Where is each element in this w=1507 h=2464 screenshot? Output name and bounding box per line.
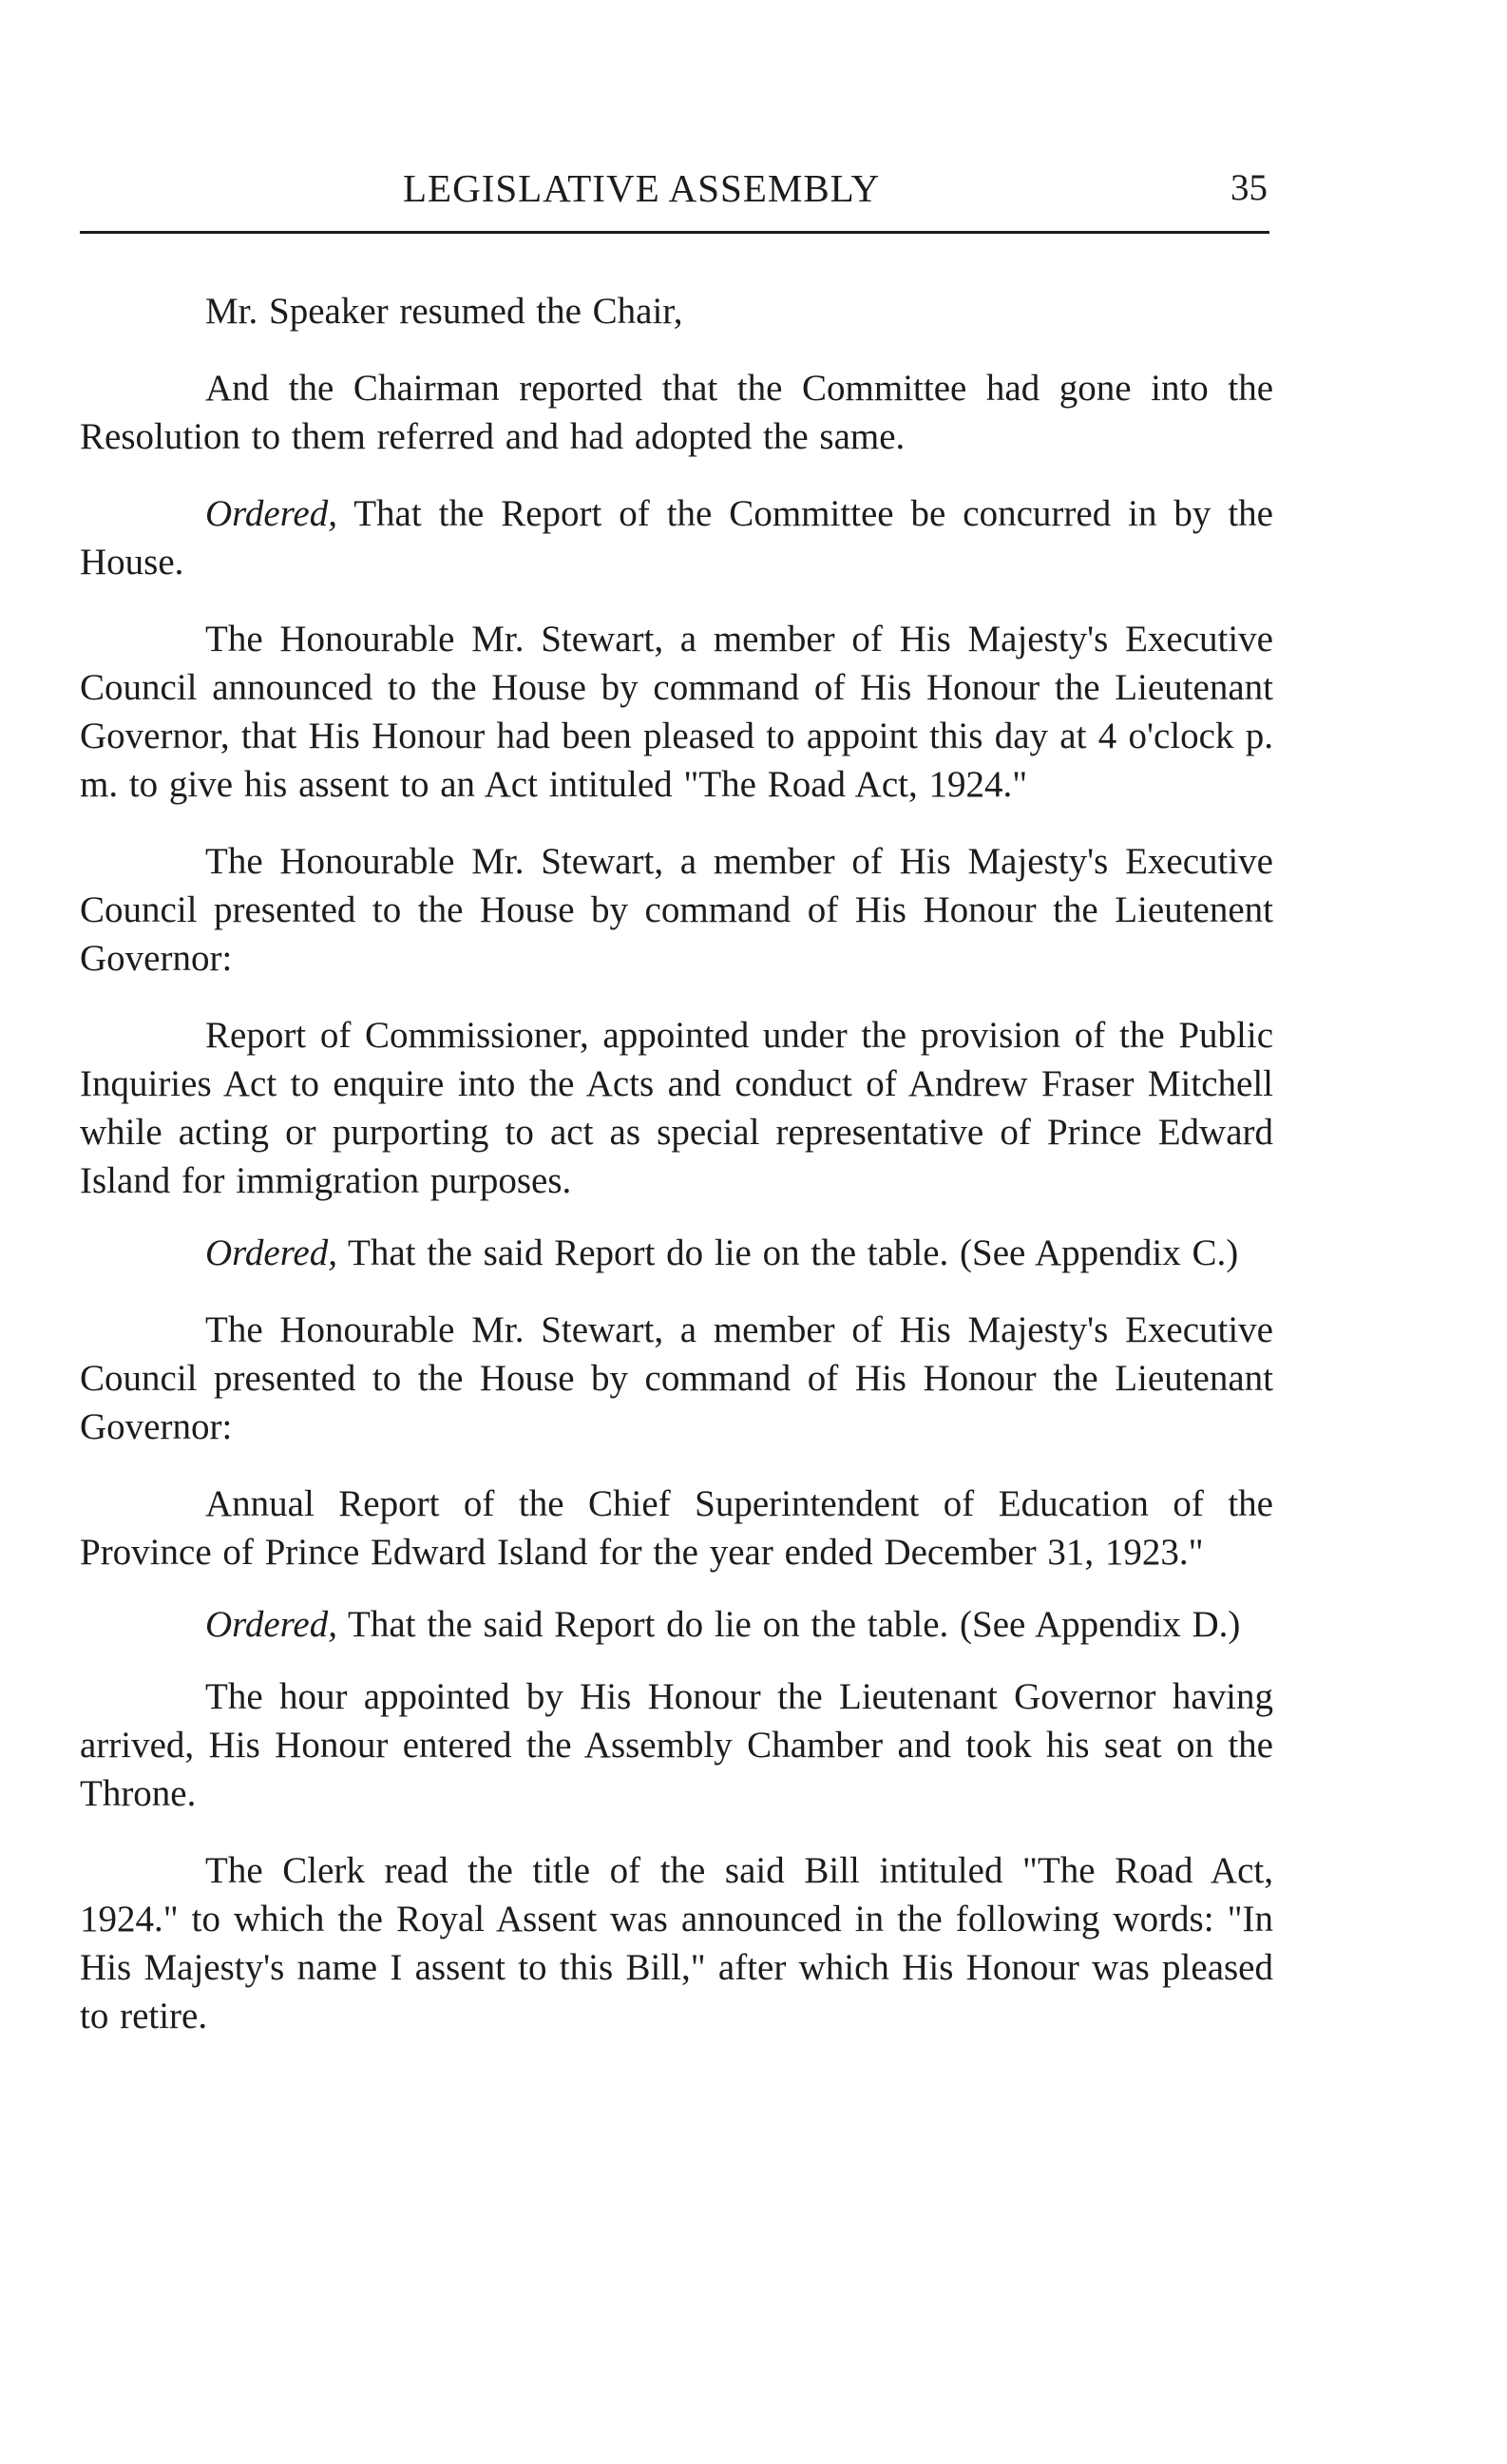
paragraph: Ordered, That the Report of the Committee be concurred in by the House.	[80, 493, 1273, 583]
paragraph: The Honourable Mr. Stewart, a member of His Majesty's Executive Council announced to the House by command of His Honour the Lieutenant Governor, that His Honour had been pleased to appoint this day at 4 o'clock p. m. to give his assent to an Act intituled "The Road Act, 1924."	[80, 619, 1273, 805]
italic-lead: Ordered,	[205, 1604, 337, 1645]
paragraph: Mr. Speaker resumed the Chair,	[205, 291, 683, 332]
paragraph: The Honourable Mr. Stewart, a member of His Majesty's Executive Council presented to the House by command of His Honour the Lieutenent Governor:	[80, 841, 1273, 979]
paragraph: The hour appointed by His Honour the Lieutenant Governor having arrived, His Honour entered the Assembly Chamber and took his seat on the Throne.	[80, 1676, 1273, 1814]
paragraph: Annual Report of the Chief Superintendent of Education of the Province of Prince Edward Island for the year ended December 31, 1923."	[80, 1483, 1273, 1573]
italic-lead: Ordered,	[205, 1232, 337, 1273]
header-rule	[80, 231, 1269, 234]
paragraph: And the Chairman reported that the Committee had gone into the Resolution to them referred and had adopted the same.	[80, 368, 1273, 457]
paragraph: The Honourable Mr. Stewart, a member of His Majesty's Executive Council presented to the House by command of His Honour the Lieutenant Governor:	[80, 1309, 1273, 1447]
page-header	[80, 163, 1268, 213]
paragraph: Report of Commissioner, appointed under the provision of the Public Inquiries Act to enquire into the Acts and conduct of Andrew Fraser Mitchell while acting or purporting to act as special representative of Prince Edward Island for immigration purposes.	[80, 1015, 1273, 1201]
italic-lead: Ordered,	[205, 493, 337, 534]
body-text	[80, 287, 1273, 2069]
page-number: 35	[1230, 167, 1268, 208]
paragraph: The Clerk read the title of the said Bill intituled "The Road Act, 1924." to which the Royal Assent was announced in the following words: "In His Majesty's name I assent to this Bill," after which His Honour was pleased to retire.	[80, 1850, 1273, 2036]
running-title: LEGISLATIVE ASSEMBLY	[403, 166, 881, 210]
paragraph: Ordered, That the said Report do lie on the table. (See Appendix C.)	[205, 1232, 1239, 1273]
paragraph: Ordered, That the said Report do lie on the table. (See Appendix D.)	[205, 1604, 1241, 1645]
